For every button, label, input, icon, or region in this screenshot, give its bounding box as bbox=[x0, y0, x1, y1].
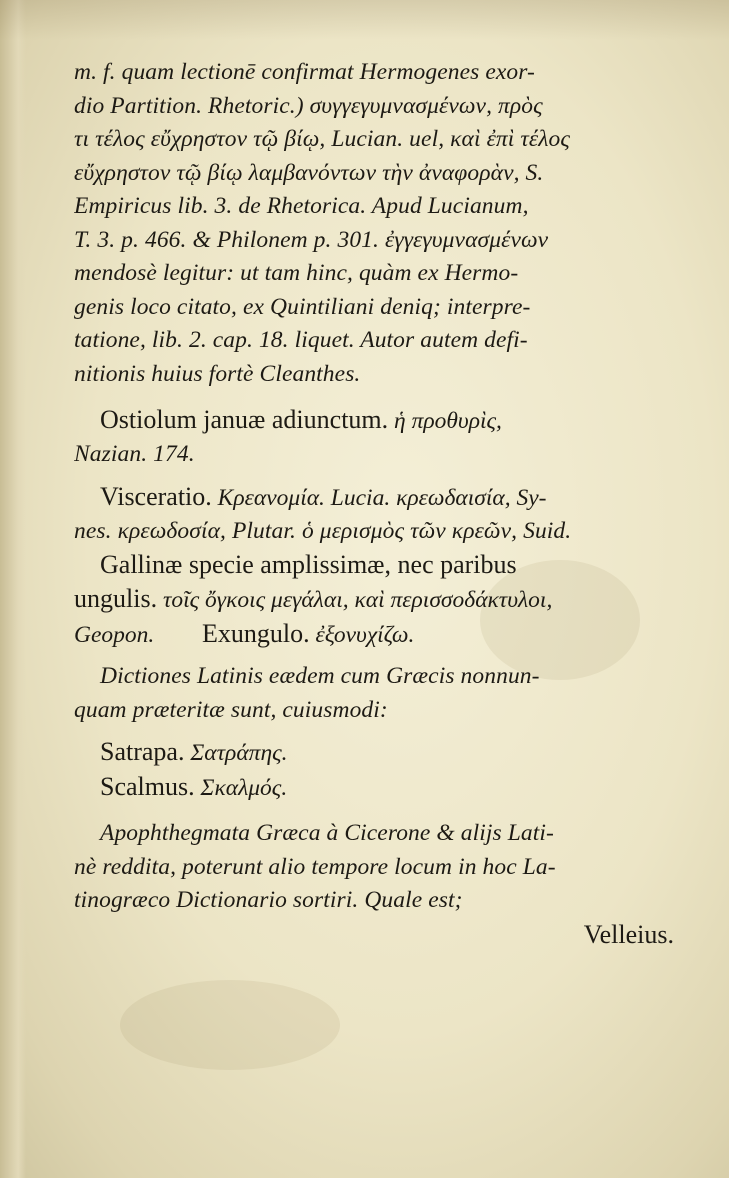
entry-latin: Satrapa. bbox=[100, 737, 185, 766]
catchword: Velleius. bbox=[583, 919, 674, 949]
text-line: mendosè legitur: ut tam hinc, quàm ex Hermo- bbox=[74, 260, 519, 286]
text-line: tatione, lib. 2. cap. 18. liquet. Autor autem defi- bbox=[74, 327, 528, 353]
entry-source: Nazian. 174. bbox=[74, 441, 195, 467]
page-top-shadow bbox=[0, 0, 729, 40]
text-line: εὔχρηστον τῷ βίῳ λαμβανόντων τὴν ἀναφορὰν, S. bbox=[74, 159, 544, 186]
text-line: genis loco citato, ex Quintiliani deniq; interpre- bbox=[74, 293, 531, 320]
dictiones-paragraph bbox=[74, 660, 674, 727]
text-line: nitionis huius fortè Cleanthes. bbox=[74, 360, 361, 387]
entry-gallinae bbox=[74, 548, 674, 652]
text-line: m. f. quam lectionē confirmat Hermogenes exor- bbox=[74, 59, 535, 85]
text-line: dio Partition. Rhetoric.) συγγεγυμνασμένων, πρὸς bbox=[74, 92, 543, 119]
entry-latin: Ostiolum januæ adiunctum. bbox=[100, 405, 389, 434]
entry-greek: Σκαλμός. bbox=[200, 775, 288, 801]
entry-greek: τοῖς ὄγκοις μεγάλαι, καὶ περισσοδάκτυλοι, bbox=[162, 587, 553, 613]
apophthegmata-paragraph bbox=[74, 817, 674, 918]
text-line: Empiricus lib. 3. de Rhetorica. Apud Lucianum, bbox=[74, 193, 529, 219]
entry-satrapa bbox=[74, 735, 674, 770]
annotation-paragraph bbox=[74, 56, 674, 391]
entry-scalmus bbox=[74, 770, 674, 805]
entry-latin-continued: ungulis. bbox=[74, 584, 158, 613]
entry-greek: ἡ προθυρὶς, bbox=[394, 408, 502, 434]
entry-source: Geopon. bbox=[74, 622, 155, 648]
text-line: Apophthegmata Græca à Cicerone & alijs Lati- bbox=[100, 820, 554, 846]
text-line: quam præteritæ sunt, cuiusmodi: bbox=[74, 696, 388, 723]
page-text bbox=[74, 56, 674, 952]
entry-latin: Gallinæ specie amplissimæ, nec paribus bbox=[100, 550, 517, 579]
entry-ostiolum bbox=[74, 403, 674, 472]
page-gutter bbox=[0, 0, 26, 1178]
entry-greek: Κρεανομία. Lucia. κρεωδαισία, Sy- bbox=[217, 484, 547, 511]
entry-latin: Exungulo. bbox=[202, 619, 310, 648]
entry-latin: Visceratio. bbox=[100, 481, 212, 511]
entry-greek: ἐξονυχίζω. bbox=[315, 622, 415, 648]
text-line: T. 3. p. 466. & Philonem p. 301. ἐγγεγυμνασμένων bbox=[74, 226, 549, 253]
entry-latin: Scalmus. bbox=[100, 772, 195, 801]
text-line: Dictiones Latinis eædem cum Græcis nonnun- bbox=[100, 663, 540, 689]
entry-greek: Σατράπης. bbox=[190, 740, 288, 766]
text-line: τι τέλος εὔχρηστον τῷ βίῳ, Lucian. uel, καὶ ἐπὶ τέλος bbox=[74, 126, 571, 152]
text-line: nè reddita, poterunt alio tempore locum in hoc La- bbox=[74, 853, 556, 880]
paper-stain bbox=[120, 980, 340, 1070]
entry-greek-continued: nes. κρεωδοσία, Plutar. ὁ μερισμὸς τῶν κρεῶν, Suid. bbox=[74, 517, 572, 544]
entry-visceratio bbox=[74, 480, 674, 549]
text-line: tinogræco Dictionario sortiri. Quale est; bbox=[74, 887, 463, 913]
